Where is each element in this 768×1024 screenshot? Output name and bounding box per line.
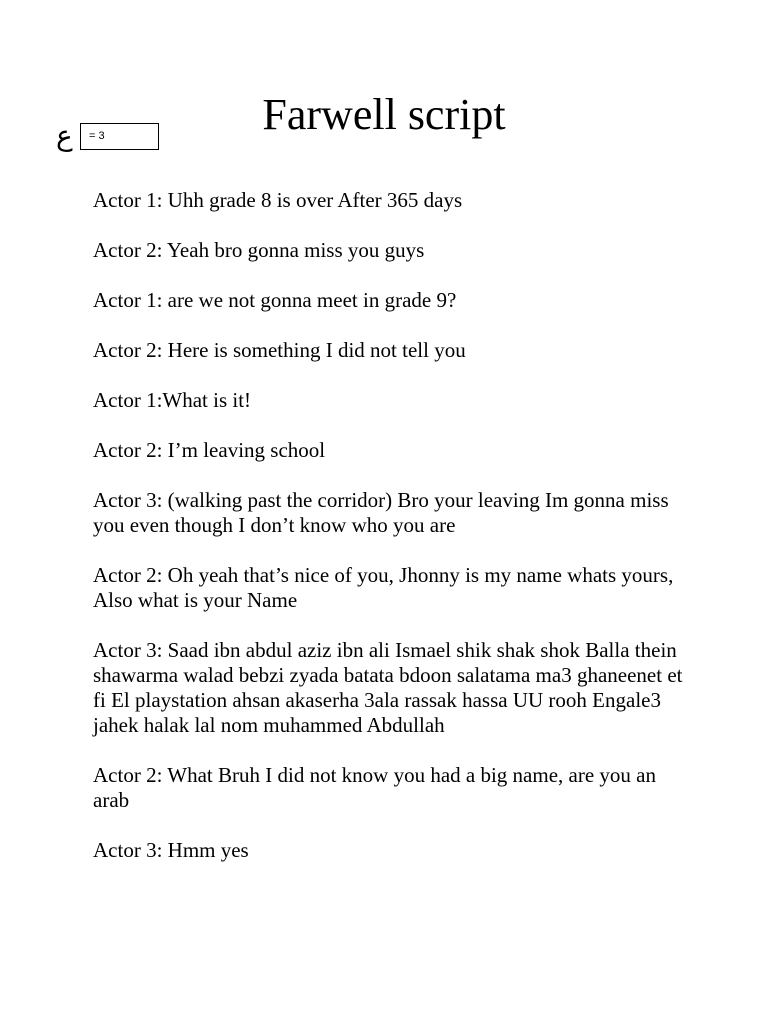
script-line: Actor 2: Yeah bro gonna miss you guys — [93, 238, 425, 262]
script-line: Actor 2: What Bruh I did not know you had a big name, are you an arab — [93, 763, 656, 812]
arabic-letter-ain: ع — [56, 119, 73, 152]
script-line: Actor 3: Saad ibn abdul aziz ibn ali Ismael shik shak shok Balla thein shawarma walad bebzi zyada batata bdoon salatama ma3 ghaneenet et fi El playstation ahsan akaserha 3ala rassak hassa UU rooh Engale3 jahek halak lal nom muhammed Abdullah — [93, 638, 683, 737]
script-line: Actor 3: Hmm yes — [93, 838, 249, 862]
script-line: Actor 1: are we not gonna meet in grade 9? — [93, 288, 457, 312]
script-line: Actor 1:What is it! — [93, 388, 252, 412]
script-line: Actor 1: Uhh grade 8 is over After 365 days — [93, 188, 463, 212]
script-line: Actor 2: I’m leaving school — [93, 438, 326, 462]
script-body — [93, 188, 693, 888]
script-line: Actor 2: Oh yeah that’s nice of you, Jhonny is my name whats yours, Also what is your Name — [93, 563, 674, 612]
script-line: Actor 2: Here is something I did not tell you — [93, 338, 466, 362]
script-line: Actor 3: (walking past the corridor) Bro your leaving Im gonna miss you even though I don’t know who you are — [93, 488, 669, 537]
page-title: Farwell script — [262, 90, 506, 139]
legend-box: = 3 — [80, 123, 159, 150]
